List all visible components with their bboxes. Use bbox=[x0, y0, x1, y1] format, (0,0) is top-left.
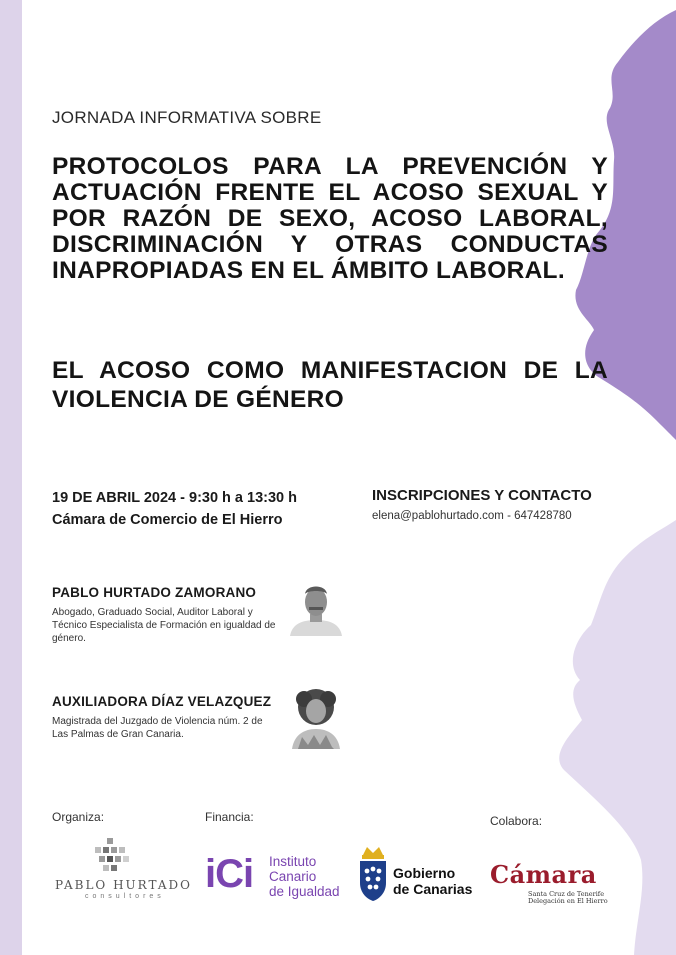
camara-sub-line: Delegación en El Hierro bbox=[528, 897, 608, 905]
woman-profile-silhouette bbox=[536, 0, 676, 955]
label-colabora: Colabora: bbox=[490, 814, 543, 828]
event-date-time: 19 DE ABRIL 2024 - 9:30 h a 13:30 h bbox=[52, 490, 297, 506]
speaker-name: PABLO HURTADO ZAMORANO bbox=[52, 585, 257, 600]
logo-camara bbox=[490, 860, 610, 905]
camara-sub-line: Santa Cruz de Tenerife bbox=[528, 890, 605, 898]
camara-sub bbox=[528, 891, 608, 905]
speaker-1-photo bbox=[288, 580, 344, 636]
ici-mark: iCi bbox=[205, 852, 254, 896]
label-financia: Financia: bbox=[205, 810, 254, 824]
pablo-hurtado-sub: consultores bbox=[85, 893, 165, 900]
main-title: PROTOCOLOS PARA LA PREVENCIÓN Y ACTUACIÓN FRENTE EL ACOSO SEXUAL Y POR RAZÓN DE SEXO, ACOSO LABORAL, DISCRIMINACIÓN Y OTRAS CONDUCTAS INAPROPIADAS EN EL ÁMBITO LABORAL. bbox=[52, 153, 608, 284]
contact-title: INSCRIPCIONES Y CONTACTO bbox=[372, 487, 592, 504]
intro-heading: JORNADA INFORMATIVA SOBRE bbox=[52, 108, 322, 127]
logo-gobierno-canarias bbox=[357, 845, 487, 903]
ici-line: Instituto bbox=[269, 854, 317, 869]
camara-name: Cámara bbox=[490, 860, 597, 889]
speaker-bio: Abogado, Graduado Social, Auditor Laboral y Técnico Especialista de Formación en igualdad de género. bbox=[52, 607, 276, 644]
gobierno-line: Gobierno bbox=[393, 865, 456, 881]
speaker-2-photo bbox=[288, 685, 344, 749]
event-info bbox=[52, 487, 297, 531]
logo-instituto-canario-igualdad bbox=[205, 852, 355, 902]
logo-pablo-hurtado bbox=[55, 838, 192, 902]
label-organiza: Organiza: bbox=[52, 810, 105, 824]
squares-mark-icon bbox=[95, 838, 131, 872]
contact-email-phone[interactable]: elena@pablohurtado.com - 647428780 bbox=[372, 510, 572, 522]
ici-line: de Igualdad bbox=[269, 884, 340, 899]
ici-text bbox=[269, 854, 340, 899]
speaker-bio: Magistrada del Juzgado de Violencia núm. 2 de Las Palmas de Gran Canaria. bbox=[52, 716, 263, 740]
ici-line: Canario bbox=[269, 869, 317, 884]
coat-of-arms-icon bbox=[357, 845, 389, 901]
speaker-name: AUXILIADORA DÍAZ VELAZQUEZ bbox=[52, 694, 272, 709]
gobierno-text bbox=[393, 865, 472, 897]
gobierno-line: de Canarias bbox=[393, 881, 473, 897]
event-venue: Cámara de Comercio de El Hierro bbox=[52, 512, 283, 528]
pablo-hurtado-name: PABLO HURTADO bbox=[55, 878, 192, 892]
contact-block bbox=[372, 487, 592, 522]
subtitle: EL ACOSO COMO MANIFESTACION DE LA VIOLENCIA DE GÉNERO bbox=[52, 357, 608, 413]
left-lilac-strip bbox=[0, 0, 22, 955]
